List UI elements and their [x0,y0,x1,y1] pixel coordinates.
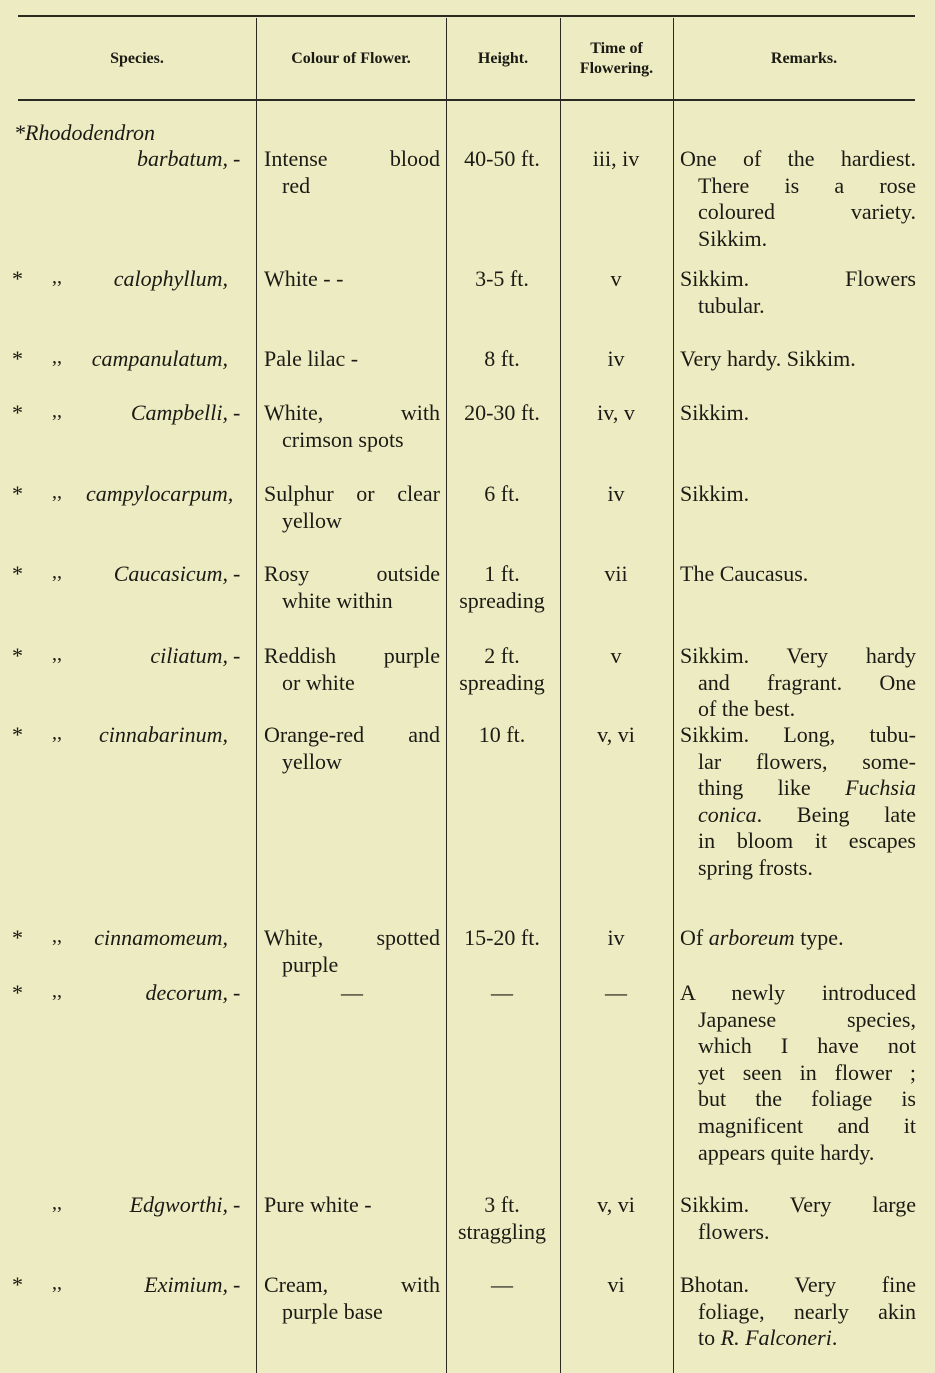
remarks-cell [680,346,916,373]
species-name: campylocarpum, [86,481,234,506]
species-name: cinnabarinum, [99,722,228,747]
height-cell [446,643,558,696]
height-cell [446,1192,558,1245]
asterisk-mark: * [12,346,23,371]
remark-line: of the best. [698,696,796,722]
ditto-mark: ,, [52,561,62,583]
column-divider [256,18,257,1373]
flowering-cell: vi [607,1272,625,1297]
remarks-cell [680,481,916,508]
height-line: 40-50 ft. [464,146,540,171]
colour-cell [264,1272,440,1325]
remark-line: in bloom it escapes [698,828,916,854]
remark-line: A newly introduced [680,980,916,1005]
colour-cell [264,643,440,696]
height-line: 8 ft. [484,346,520,371]
ditto-mark: ,, [52,643,62,665]
colour-cell [264,146,440,199]
genus-name: *Rhododendron [14,120,155,145]
height-line: 1 ft. [484,561,520,586]
height-cell [446,925,558,952]
flowering-cell: vii [604,561,628,586]
height-line: 20-30 ft. [464,400,540,425]
flowering-cell: — [605,980,627,1005]
leader-dash: - [233,400,241,425]
ditto-mark: ,, [52,266,62,288]
flowering-cell: iii, iv [592,146,640,171]
ditto-mark: ,, [52,925,62,947]
remark-line: but the foliage is [698,1086,916,1112]
remark-line: Japanese species, [698,1006,916,1032]
colour-cell [264,980,440,1007]
colour-line: — [341,980,363,1005]
remark-line: Bhotan. Very fine [680,1272,916,1297]
colour-line: White, spotted [264,925,440,950]
asterisk-mark: * [12,481,23,506]
height-cell [446,346,558,373]
asterisk-mark: * [12,561,23,586]
height-cell [446,400,558,427]
remark-line: One of the hardiest. [680,146,916,171]
ditto-mark: ,, [52,400,62,422]
remarks-cell [680,146,916,252]
remarks-cell [680,1272,916,1352]
ditto-mark: ,, [52,1192,62,1214]
ditto-mark: ,, [52,980,62,1002]
remark-line: tubular. [698,292,765,318]
colour-line: Rosy outside [264,561,440,586]
remark-line: Sikkim. Flowers [680,266,916,291]
remark-line: to R. Falconeri. [698,1325,838,1351]
remarks-cell [680,1192,916,1245]
remark-line: The Caucasus. [680,561,809,586]
remark-line: magnificent and it [698,1112,916,1138]
remark-line: There is a rose [698,172,916,198]
remark-line: coloured variety. [698,199,916,225]
colour-line: white within [282,587,393,613]
ditto-mark: ,, [52,1272,62,1294]
leader-dash: - [233,1192,241,1217]
height-line: — [491,980,513,1005]
flowering-cell: iv, v [597,400,635,425]
species-name: cinnamomeum, [94,925,228,950]
remark-line: conica. Being late [698,801,916,827]
species-name: campanulatum, [91,346,228,371]
remark-line: Sikkim. Very hardy [680,643,916,668]
height-cell [446,722,558,749]
flowering-cell: v, vi [597,722,635,747]
height-cell [446,266,558,293]
species-name: decorum, [145,980,228,1005]
height-cell [446,561,558,614]
remark-line: Sikkim. Very large [680,1192,916,1217]
remark-line: flowers. [698,1218,770,1244]
remark-line: yet seen in flower ; [698,1059,916,1085]
flowering-cell: v [610,266,622,291]
colour-line: White, with [264,400,440,425]
flowering-cell: iv [607,346,625,371]
header-species: Species. [110,50,164,67]
remark-line: Sikkim. Long, tubu- [680,722,916,747]
leader-dash: - [233,561,241,586]
height-cell [446,1272,558,1299]
leader-dash: - [233,980,241,1005]
remark-line: Sikkim. [698,225,768,251]
remarks-cell [680,400,916,427]
remark-line: foliage, nearly akin [698,1298,916,1324]
remark-line: Very hardy. Sikkim. [680,346,856,371]
asterisk-mark: * [12,722,23,747]
height-line: 3-5 ft. [475,266,529,291]
height-line: spreading [459,669,545,695]
remarks-cell [680,266,916,319]
colour-cell [264,481,440,534]
colour-cell [264,266,440,293]
asterisk-mark: * [12,925,23,950]
height-line: — [491,1272,513,1297]
remark-line: and fragrant. One [698,669,916,695]
colour-cell [264,925,440,978]
height-line: 2 ft. [484,643,520,668]
remarks-cell [680,722,916,882]
leader-dash: - [233,643,241,668]
species-name: Eximium, [144,1272,228,1297]
height-cell [446,980,558,1007]
header-colour: Colour of Flower. [291,50,411,67]
remarks-cell [680,980,916,1166]
asterisk-mark: * [12,643,23,668]
height-cell [446,481,558,508]
species-name: ciliatum, [150,643,228,668]
asterisk-mark: * [12,400,23,425]
colour-cell [264,722,440,775]
colour-line: Cream, with [264,1272,440,1297]
colour-line: Orange-red and [264,722,440,747]
colour-line: yellow [282,507,342,533]
header-time-of-flowering [560,18,673,100]
remark-line: thing like Fuchsia [698,775,916,801]
header-time-line-2: Flowering. [579,60,654,77]
header-time-line-1: Time of [590,40,643,57]
colour-line: Reddish purple [264,643,440,668]
remark-line: appears quite hardy. [698,1139,875,1165]
header-remarks: Remarks. [770,50,838,67]
remarks-cell [680,643,916,723]
ditto-mark: ,, [52,346,62,368]
colour-line: red [282,172,311,198]
flowering-cell: v [610,643,622,668]
colour-line: White - - [264,266,344,291]
species-name: calophyllum, [113,266,228,291]
remark-line: which I have not [698,1033,916,1059]
height-line: 6 ft. [484,481,520,506]
species-name: Caucasicum, [113,561,228,586]
species-name: Campbelli, [130,400,228,425]
flowering-cell: v, vi [597,1192,635,1217]
asterisk-mark: * [12,980,23,1005]
height-line: 15-20 ft. [464,925,540,950]
colour-line: Pure white - [264,1192,372,1217]
leader-dash: - [233,146,241,171]
height-line: 10 ft. [478,722,526,747]
remark-line: lar flowers, some- [698,748,916,774]
leader-dash: - [233,1272,241,1297]
height-line: straggling [458,1218,546,1244]
colour-cell [264,400,440,453]
flowering-cell: iv [607,925,625,950]
height-cell [446,146,558,173]
colour-line: purple base [282,1298,383,1324]
ditto-mark: ,, [52,481,62,503]
remark-line: Sikkim. [680,481,750,506]
column-divider [673,18,674,1373]
remarks-cell [680,925,916,952]
colour-line: or white [282,669,355,695]
colour-line: purple [282,951,339,977]
colour-cell [264,346,440,373]
remark-line: Of arboreum type. [680,925,844,950]
colour-line: Pale lilac - [264,346,359,371]
species-name: Edgworthi, [129,1192,228,1217]
colour-line: Sulphur or clear [264,481,440,506]
ditto-mark: ,, [52,722,62,744]
flowering-cell: iv [607,481,625,506]
remark-line: spring frosts. [698,854,813,880]
asterisk-mark: * [12,1272,23,1297]
header-height: Height. [477,50,529,67]
species-name: barbatum, [136,146,228,171]
table-top-rule [18,15,915,17]
colour-line: Intense blood [264,146,440,171]
colour-line: crimson spots [282,426,404,452]
asterisk-mark: * [12,266,23,291]
colour-cell [264,561,440,614]
height-line: spreading [459,587,545,613]
remarks-cell [680,561,916,588]
height-line: 3 ft. [484,1192,520,1217]
column-divider [560,18,561,1373]
colour-line: yellow [282,748,342,774]
remark-line: Sikkim. [680,400,750,425]
colour-cell [264,1192,440,1219]
